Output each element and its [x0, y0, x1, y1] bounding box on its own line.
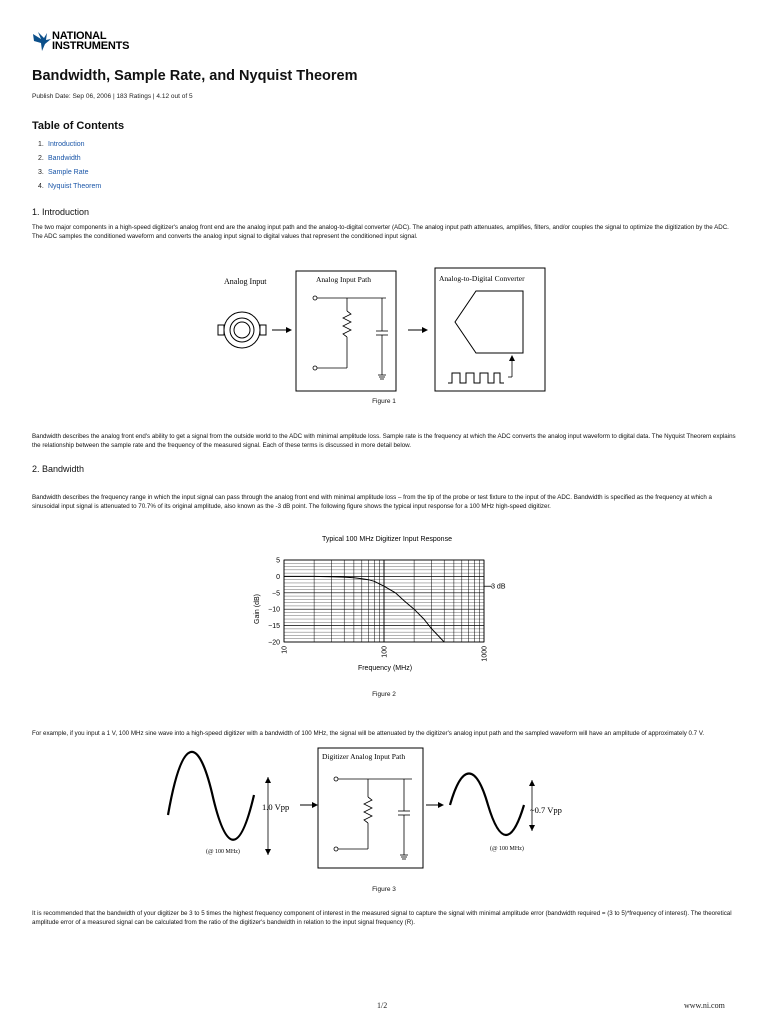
- toc-item-introduction[interactable]: [38, 138, 101, 152]
- y-axis-label: Gain (dB): [254, 594, 261, 624]
- arrow-head-icon: [438, 802, 444, 808]
- figure-1-diagram: [200, 265, 550, 395]
- input-freq-label: (@ 100 MHz): [206, 849, 240, 855]
- arrow-head-icon: [286, 327, 292, 333]
- ni-logo[interactable]: [32, 30, 142, 56]
- analog-input-label: Analog Input: [224, 277, 267, 286]
- y-axis-ticks: [268, 558, 280, 647]
- x-tick-label: 100: [381, 646, 389, 658]
- y-tick-label: 0: [276, 573, 280, 581]
- publish-meta: Publish Date: Sep 06, 2006 | 183 Ratings | 4.12 out of 5: [32, 93, 193, 100]
- eagle-icon: [32, 30, 52, 52]
- table-of-contents: [38, 138, 101, 194]
- digitizer-input-path-box: [318, 748, 423, 868]
- x-axis-ticks: [282, 646, 489, 662]
- x-axis-label: Frequency (MHz): [357, 665, 413, 672]
- arrow-down-icon: [265, 849, 271, 855]
- toc-link-nyquist[interactable]: Nyquist Theorem: [48, 183, 102, 190]
- analog-input-path-label: Analog Input Path: [316, 275, 371, 284]
- page-number: 1/2: [377, 1001, 388, 1010]
- section-heading-introduction: 1. Introduction: [32, 207, 90, 217]
- arrow-down-icon: [529, 825, 535, 831]
- y-tick-label: −5: [272, 590, 280, 598]
- x-tick-label: 10: [281, 646, 289, 654]
- logo-line2: INSTRUMENTS: [52, 40, 130, 52]
- circuit-schematic: [334, 777, 412, 859]
- bnc-connector-icon: [218, 312, 266, 348]
- figure-1-caption: Figure 1: [372, 398, 396, 405]
- arrow-head-icon: [422, 327, 428, 333]
- input-vpp-label: 1.0 Vpp: [262, 802, 290, 812]
- output-vpp-label: ~0.7 Vpp: [530, 805, 562, 815]
- toc-item-number: 3.: [38, 169, 44, 176]
- arrow-up-icon: [529, 780, 535, 786]
- toc-item-number: 1.: [38, 141, 44, 148]
- footer-url[interactable]: www.ni.com: [684, 1001, 725, 1010]
- logo-line1: NATIONAL: [52, 30, 107, 42]
- toc-heading: Table of Contents: [32, 120, 125, 132]
- y-tick-label: −20: [268, 639, 280, 647]
- section-heading-bandwidth: 2. Bandwidth: [32, 464, 85, 474]
- bandwidth-paragraph-2: For example, if you input a 1 V, 100 MHz sine wave into a high-speed digitizer with a bandwidth of 100 MHz, the signal will be attenuated by the digitizer's analog input path and the sampled waveform will have an amplitude of approximately 0.7 V.: [32, 730, 705, 737]
- toc-item-sample-rate[interactable]: [38, 166, 101, 180]
- arrow-up-icon: [509, 355, 515, 361]
- toc-item-bandwidth[interactable]: [38, 152, 101, 166]
- toc-item-nyquist[interactable]: [38, 180, 101, 194]
- chart-title: Typical 100 MHz Digitizer Input Response: [322, 536, 452, 543]
- bandwidth-paragraph-1: Bandwidth describes the frequency range in which the input signal can pass through the analog front end with minimal amplitude loss – from the tip of the probe or test fixture to the input of the ADC. Bandwidth is specified as the frequency at which a sinusoidal input signal is attenuated to 70.7% of its original amplitude, also known as the -3 dB point. The following figure shows the typical input response for a 100 MHz high-speed digitizer.: [32, 494, 712, 510]
- adc-block-icon: [455, 291, 523, 353]
- figure-3-caption: Figure 3: [372, 886, 396, 893]
- clock-signal-icon: [448, 373, 504, 383]
- toc-link-sample-rate[interactable]: Sample Rate: [48, 169, 89, 176]
- x-tick-label: 1000: [481, 646, 489, 662]
- minus-3db-annotation: −3 dB: [487, 583, 506, 591]
- toc-item-number: 2.: [38, 155, 44, 162]
- digitizer-path-label: Digitizer Analog Input Path: [322, 752, 406, 761]
- input-response-chart: [250, 530, 520, 678]
- figure-3-diagram: [160, 745, 600, 875]
- figure-2-caption: Figure 2: [372, 691, 396, 698]
- page-title: Bandwidth, Sample Rate, and Nyquist Theorem: [32, 68, 358, 84]
- output-sine-wave: [450, 774, 524, 836]
- circuit-schematic: [313, 296, 388, 379]
- input-sine-wave: [168, 752, 254, 840]
- output-freq-label: (@ 100 MHz): [490, 846, 524, 852]
- arrow-up-icon: [265, 777, 271, 783]
- arrow-head-icon: [312, 802, 318, 808]
- toc-item-number: 4.: [38, 183, 44, 190]
- y-tick-label: 5: [276, 557, 280, 565]
- intro-paragraph-1: The two major components in a high-speed digitizer's analog front end are the analog input path and the analog-to-digital converter (ADC). The analog input path attenuates, amplifies, filters, and/or couples the signal to optimize the digitization by the ADC. The ADC samples the conditioned waveform and converts the analog input signal to digital values that represent the conditioned input signal.: [32, 224, 729, 240]
- chart-grid: [284, 560, 492, 642]
- adc-label: Analog-to-Digital Converter: [439, 274, 525, 283]
- intro-paragraph-2: Bandwidth describes the analog front end's ability to get a signal from the outside world to the ADC with minimal amplitude loss. Sample rate is the frequency at which the ADC converts the analog input waveform to digital data. The Nyquist Theorem explains the relationship between the sample rate and the frequency of the measured signal. Each of these terms is discussed in more detail below.: [32, 433, 736, 449]
- toc-link-bandwidth[interactable]: Bandwidth: [48, 155, 81, 162]
- y-tick-label: −15: [268, 623, 280, 631]
- toc-link-introduction[interactable]: Introduction: [48, 141, 85, 148]
- y-tick-label: −10: [268, 606, 280, 614]
- bandwidth-paragraph-3: It is recommended that the bandwidth of your digitizer be 3 to 5 times the highest frequency component of interest in the measured signal to capture the signal with minimal amplitude error (bandwidth required = (3 to 5)*frequency of interest). The theoretical amplitude error of a measured signal can be calculated from the ratio of the digitizer's bandwidth in relation to the input signal frequency (R).: [32, 910, 732, 926]
